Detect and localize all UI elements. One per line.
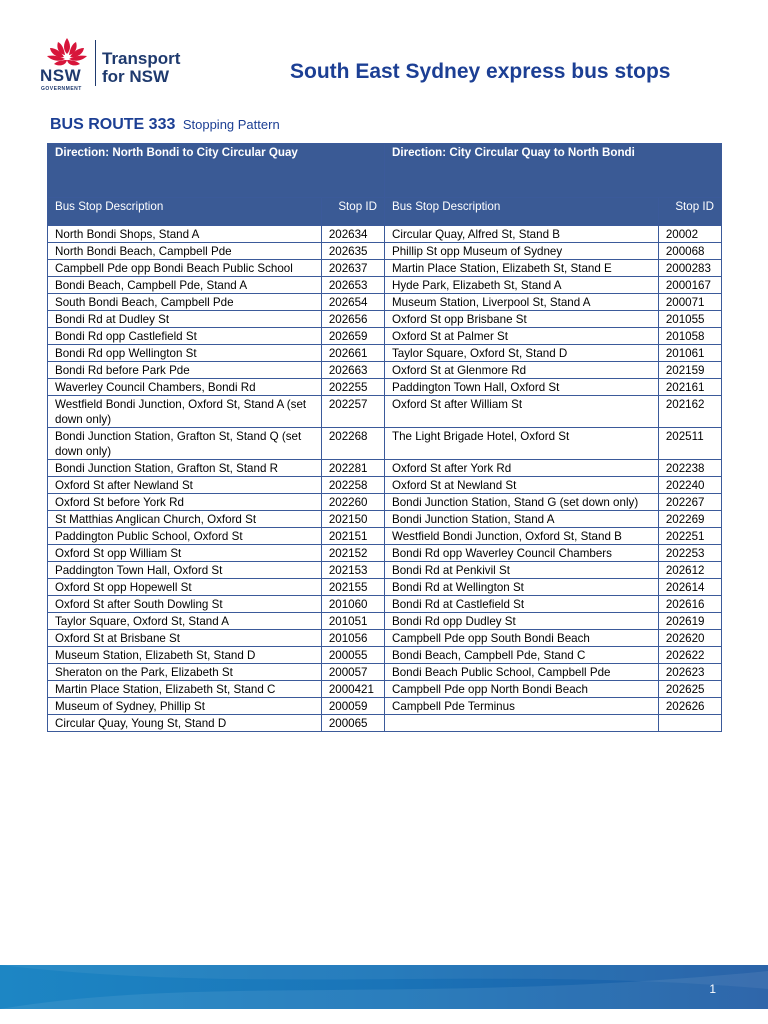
stop-id-right: 2000167: [658, 277, 721, 294]
stop-description-right: Oxford St opp Brisbane St: [385, 311, 659, 328]
stop-id-right: 200071: [658, 294, 721, 311]
stop-id-left: 200057: [321, 664, 384, 681]
stop-description-right: Bondi Junction Station, Stand A: [385, 511, 659, 528]
stop-description-left: Oxford St after Newland St: [48, 477, 322, 494]
stop-description-right: Bondi Rd at Wellington St: [385, 579, 659, 596]
column-header-row: [48, 198, 722, 226]
column-header-desc-right: Bus Stop Description: [385, 198, 659, 226]
stop-description-right: Bondi Beach, Campbell Pde, Stand C: [385, 647, 659, 664]
stop-description-right: Museum Station, Liverpool St, Stand A: [385, 294, 659, 311]
stop-description-right: Campbell Pde opp North Bondi Beach: [385, 681, 659, 698]
stop-id-right: 202251: [658, 528, 721, 545]
stop-description-left: Sheraton on the Park, Elizabeth St: [48, 664, 322, 681]
table-row: [48, 226, 722, 243]
stop-id-left: 202659: [321, 328, 384, 345]
stop-description-right: Oxford St at Glenmore Rd: [385, 362, 659, 379]
stop-id-left: 202661: [321, 345, 384, 362]
table-row: [48, 630, 722, 647]
stop-description-right: Bondi Junction Station, Stand G (set down only): [385, 494, 659, 511]
stop-id-left: 202153: [321, 562, 384, 579]
stop-id-right: 202622: [658, 647, 721, 664]
route-subtitle: Stopping Pattern: [182, 117, 280, 132]
route-title: BUS ROUTE 333: [50, 116, 176, 133]
stop-description-right: Bondi Beach Public School, Campbell Pde: [385, 664, 659, 681]
table-row: [48, 579, 722, 596]
stop-description-left: Oxford St at Brisbane St: [48, 630, 322, 647]
table-row: [48, 494, 722, 511]
table-row: [48, 647, 722, 664]
stop-description-left: Bondi Rd before Park Pde: [48, 362, 322, 379]
table-row: [48, 511, 722, 528]
page-number: 1: [709, 982, 716, 996]
column-header-stopid-left: Stop ID: [321, 198, 384, 226]
stop-description-right: Bondi Rd opp Waverley Council Chambers: [385, 545, 659, 562]
stop-id-right: 202161: [658, 379, 721, 396]
stop-description-right: Westfield Bondi Junction, Oxford St, Stand B: [385, 528, 659, 545]
stop-id-right: 202616: [658, 596, 721, 613]
stop-description-right: Oxford St at Palmer St: [385, 328, 659, 345]
stop-id-right: 202625: [658, 681, 721, 698]
stop-description-left: Circular Quay, Young St, Stand D: [48, 715, 322, 732]
stop-id-right: 202240: [658, 477, 721, 494]
brand-name-line2: for NSW: [102, 67, 170, 86]
direction-header-row: [48, 144, 722, 198]
direction-right-heading: Direction: City Circular Quay to North Bondi: [385, 144, 722, 198]
stop-id-left: 202150: [321, 511, 384, 528]
table-row: [48, 545, 722, 562]
stop-id-left: 202152: [321, 545, 384, 562]
stop-id-right: 202269: [658, 511, 721, 528]
direction-left-heading: Direction: North Bondi to City Circular Quay: [48, 144, 385, 198]
stop-id-left: 202635: [321, 243, 384, 260]
stop-id-right: [658, 715, 721, 732]
stop-description-right: Hyde Park, Elizabeth St, Stand A: [385, 277, 659, 294]
stop-description-left: Bondi Rd at Dudley St: [48, 311, 322, 328]
stop-id-right: 202511: [658, 428, 721, 460]
stop-id-left: 200065: [321, 715, 384, 732]
stop-description-left: Oxford St opp William St: [48, 545, 322, 562]
table-row: [48, 613, 722, 630]
stop-id-left: 202281: [321, 460, 384, 477]
stop-description-right: Bondi Rd at Penkivil St: [385, 562, 659, 579]
tfnsw-logo: [40, 36, 190, 92]
footer-wave-graphic: [0, 965, 768, 1009]
stop-description-left: St Matthias Anglican Church, Oxford St: [48, 511, 322, 528]
stop-id-left: 202653: [321, 277, 384, 294]
stop-id-right: 202623: [658, 664, 721, 681]
table-row: [48, 528, 722, 545]
stop-description-left: North Bondi Shops, Stand A: [48, 226, 322, 243]
stop-description-left: North Bondi Beach, Campbell Pde: [48, 243, 322, 260]
stop-id-left: 202257: [321, 396, 384, 428]
stop-id-right: 201058: [658, 328, 721, 345]
stop-id-left: 202255: [321, 379, 384, 396]
stop-description-left: Museum of Sydney, Phillip St: [48, 698, 322, 715]
stop-description-left: Oxford St after South Dowling St: [48, 596, 322, 613]
table-row: [48, 362, 722, 379]
stop-description-right: Paddington Town Hall, Oxford St: [385, 379, 659, 396]
table-row: [48, 715, 722, 732]
stop-id-right: 202612: [658, 562, 721, 579]
stop-description-left: Oxford St opp Hopewell St: [48, 579, 322, 596]
table-row: [48, 396, 722, 428]
stop-id-right: 2000283: [658, 260, 721, 277]
stop-id-left: 202654: [321, 294, 384, 311]
table-row: [48, 345, 722, 362]
stop-id-left: 200055: [321, 647, 384, 664]
stop-description-right: [385, 715, 659, 732]
column-header-desc-left: Bus Stop Description: [48, 198, 322, 226]
stop-id-left: 201056: [321, 630, 384, 647]
stops-table-body: [48, 226, 722, 732]
stop-id-left: 202656: [321, 311, 384, 328]
stop-description-left: Taylor Square, Oxford St, Stand A: [48, 613, 322, 630]
stop-description-left: Paddington Public School, Oxford St: [48, 528, 322, 545]
stopping-pattern-table: [47, 143, 722, 732]
stop-description-right: Oxford St after William St: [385, 396, 659, 428]
government-wordmark: GOVERNMENT: [41, 86, 82, 92]
stop-id-right: 202267: [658, 494, 721, 511]
table-row: [48, 664, 722, 681]
stop-id-right: 202159: [658, 362, 721, 379]
table-row: [48, 460, 722, 477]
stop-description-right: Oxford St at Newland St: [385, 477, 659, 494]
stop-description-left: Bondi Junction Station, Grafton St, Stand Q (set down only): [48, 428, 322, 460]
stop-description-left: South Bondi Beach, Campbell Pde: [48, 294, 322, 311]
stop-id-right: 202620: [658, 630, 721, 647]
stop-description-left: Campbell Pde opp Bondi Beach Public School: [48, 260, 322, 277]
stop-description-right: The Light Brigade Hotel, Oxford St: [385, 428, 659, 460]
stop-description-left: Bondi Rd opp Wellington St: [48, 345, 322, 362]
table-row: [48, 681, 722, 698]
table-row: [48, 294, 722, 311]
nsw-wordmark: NSW: [40, 66, 82, 85]
stop-id-left: 201051: [321, 613, 384, 630]
stop-description-right: Phillip St opp Museum of Sydney: [385, 243, 659, 260]
table-row: [48, 596, 722, 613]
stop-id-right: 202253: [658, 545, 721, 562]
stop-description-right: Campbell Pde Terminus: [385, 698, 659, 715]
table-row: [48, 698, 722, 715]
stop-id-left: 202637: [321, 260, 384, 277]
stop-id-left: 202151: [321, 528, 384, 545]
table-row: [48, 277, 722, 294]
stop-id-right: 202614: [658, 579, 721, 596]
table-row: [48, 379, 722, 396]
stop-description-left: Westfield Bondi Junction, Oxford St, Stand A (set down only): [48, 396, 322, 428]
stop-description-left: Bondi Beach, Campbell Pde, Stand A: [48, 277, 322, 294]
table-row: [48, 428, 722, 460]
stop-description-right: Campbell Pde opp South Bondi Beach: [385, 630, 659, 647]
stop-id-right: 202619: [658, 613, 721, 630]
stop-description-right: Martin Place Station, Elizabeth St, Stand E: [385, 260, 659, 277]
table-row: [48, 243, 722, 260]
stop-id-left: 202663: [321, 362, 384, 379]
table-row: [48, 477, 722, 494]
route-heading: [50, 116, 280, 134]
stop-description-left: Museum Station, Elizabeth St, Stand D: [48, 647, 322, 664]
stop-description-right: Taylor Square, Oxford St, Stand D: [385, 345, 659, 362]
stop-description-left: Bondi Junction Station, Grafton St, Stand R: [48, 460, 322, 477]
stop-description-left: Oxford St before York Rd: [48, 494, 322, 511]
table-row: [48, 260, 722, 277]
stop-id-left: 202258: [321, 477, 384, 494]
stop-id-right: 20002: [658, 226, 721, 243]
brand-name-line1: Transport: [102, 49, 181, 68]
table-row: [48, 562, 722, 579]
table-row: [48, 311, 722, 328]
stop-description-left: Waverley Council Chambers, Bondi Rd: [48, 379, 322, 396]
column-header-stopid-right: Stop ID: [658, 198, 721, 226]
footer-band: [0, 965, 768, 1009]
waratah-flower-icon: [44, 36, 90, 70]
stop-description-left: Paddington Town Hall, Oxford St: [48, 562, 322, 579]
stop-id-right: 200068: [658, 243, 721, 260]
stop-id-right: 202238: [658, 460, 721, 477]
stop-description-right: Circular Quay, Alfred St, Stand B: [385, 226, 659, 243]
stop-description-left: Martin Place Station, Elizabeth St, Stand C: [48, 681, 322, 698]
stop-id-left: 202634: [321, 226, 384, 243]
stop-id-left: 202155: [321, 579, 384, 596]
stop-description-left: Bondi Rd opp Castlefield St: [48, 328, 322, 345]
stop-id-right: 201055: [658, 311, 721, 328]
stop-description-right: Bondi Rd opp Dudley St: [385, 613, 659, 630]
logo-divider: [95, 40, 96, 86]
document-title: South East Sydney express bus stops: [290, 60, 671, 83]
stop-id-left: 202268: [321, 428, 384, 460]
stop-id-left: 202260: [321, 494, 384, 511]
stop-description-right: Oxford St after York Rd: [385, 460, 659, 477]
table-row: [48, 328, 722, 345]
stop-id-left: 2000421: [321, 681, 384, 698]
stop-id-left: 201060: [321, 596, 384, 613]
stop-id-right: 202162: [658, 396, 721, 428]
stop-id-right: 202626: [658, 698, 721, 715]
stop-id-right: 201061: [658, 345, 721, 362]
stop-id-left: 200059: [321, 698, 384, 715]
stop-description-right: Bondi Rd at Castlefield St: [385, 596, 659, 613]
